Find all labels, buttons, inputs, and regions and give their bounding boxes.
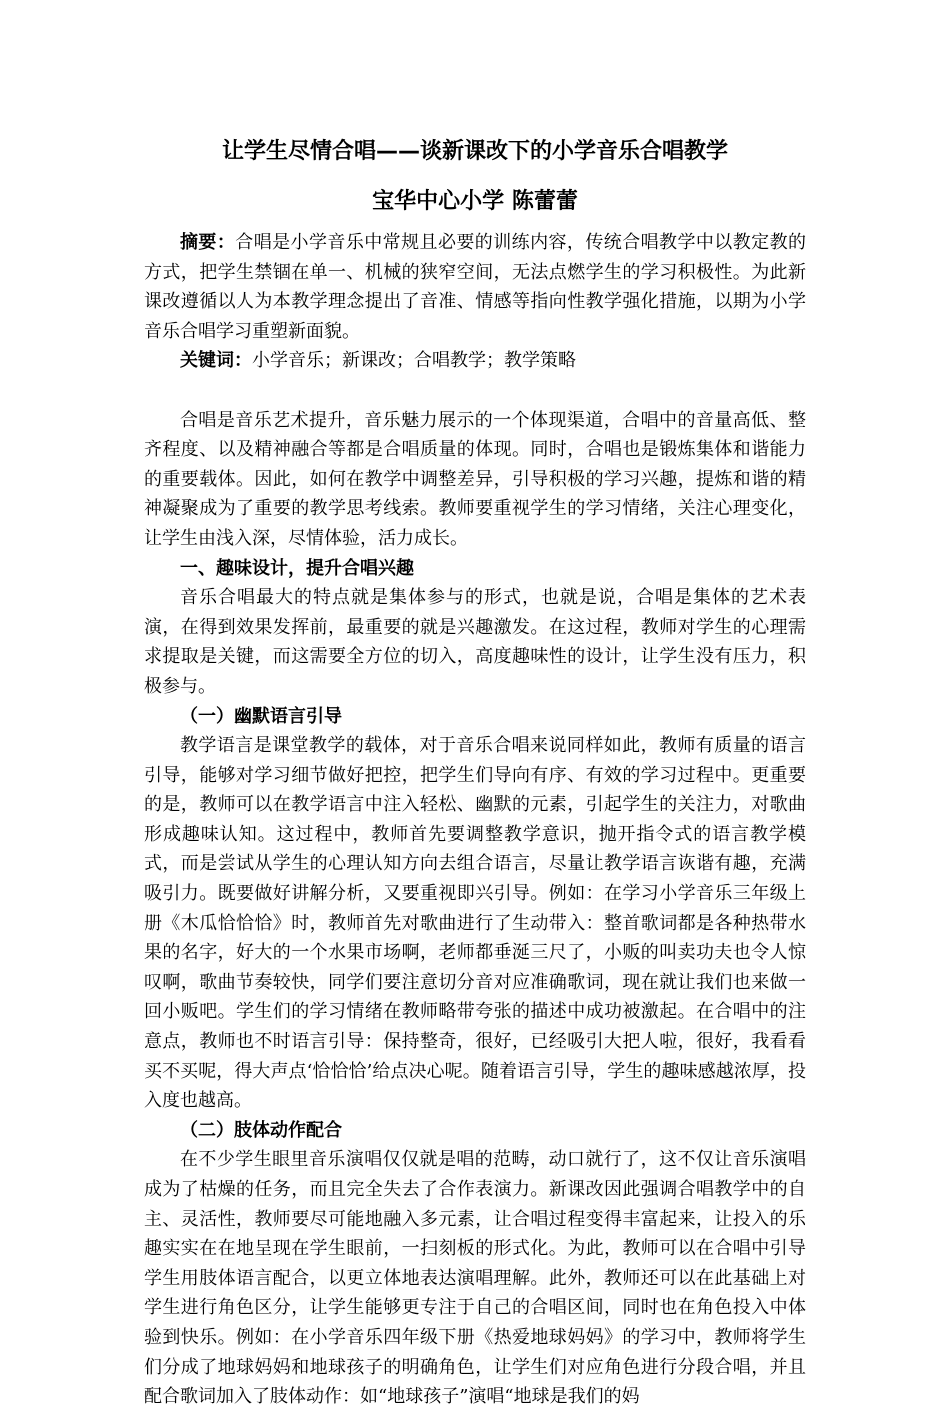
- document-page: [144, 130, 806, 1412]
- keywords-paragraph: [144, 346, 806, 376]
- blank-line: [144, 376, 806, 406]
- subsection-1-paragraph: 教学语言是课堂教学的载体，对于音乐合唱来说同样如此，教师有质量的语言引导，能够对学习细节做好把控，把学生们导向有序、有效的学习过程中。更重要的是，教师可以在教学语言中注入轻松、幽默的元素，引起学生的关注力，对歌曲形成趣味认知。这过程中，教师首先要调整教学意识，抛开指令式的语言教学模式，而是尝试从学生的心理认知方向去组合语言，尽量让教学语言诙谐有趣，充满吸引力。既要做好讲解分析，又要重视即兴引导。例如：在学习小学音乐三年级上册《木瓜恰恰恰》时，教师首先对歌曲进行了生动带入：整首歌词都是各种热带水果的名字，好大的一个水果市场啊，老师都垂涎三尺了，小贩的叫卖功夫也令人惊叹啊，歌曲节奏较快，同学们要注意切分音对应准确歌词，现在就让我们也来做一回小贩吧。学生们的学习情绪在教师略带夸张的描述中成功被激起。在合唱中的注意点，教师也不时语言引导：保持整奇，很好，已经吸引大把人啦，很好，我看看买不买呢，得大声点‘恰恰恰’给点决心呢。随着语言引导，学生的趣味感越浓厚，投入度也越高。: [144, 735, 806, 1112]
- abstract-paragraph: [144, 228, 806, 346]
- abstract-label: 摘要：: [180, 232, 236, 253]
- section-1-paragraph: 音乐合唱最大的特点就是集体参与的形式，也就是说，合唱是集体的艺术表演，在得到效果发挥前，最重要的就是兴趣激发。在这过程，教师对学生的心理需求提取是关键，而这需要全方位的切入，高度趣味性的设计，让学生没有压力，积极参与。: [144, 587, 806, 697]
- author-line: 宝华中心小学 陈蕾蕾: [372, 189, 578, 214]
- subsection-heading-2: （二）肢体动作配合: [180, 1119, 342, 1141]
- section-heading-1: 一、趣味设计，提升合唱兴趣: [180, 557, 414, 579]
- subsection-heading-1: （一）幽默语言引导: [180, 705, 342, 727]
- keywords-label: 关键词：: [180, 350, 252, 372]
- document-title: 让学生尽情合唱——谈新课改下的小学音乐合唱教学: [221, 139, 728, 164]
- abstract-text: 合唱是小学音乐中常规且必要的训练内容，传统合唱教学中以教定教的方式，把学生禁锢在单一、机械的狭窄空间，无法点燃学生的学习积极性。为此新课改遵循以人为本教学理念提出了音准、情感等指向性教学强化措施，以期为小学音乐合唱学习重塑新面貌。: [144, 232, 807, 342]
- subsection-2-paragraph: 在不少学生眼里音乐演唱仅仅就是唱的范畴，动口就行了，这不仅让音乐演唱成为了枯燥的任务，而且完全失去了合作表演力。新课改因此强调合唱教学中的自主、灵活性，教师要尽可能地融入多元素，让合唱过程变得丰富起来，让投入的乐趣实实在在地呈现在学生眼前，一扫刻板的形式化。为此，教师可以在合唱中引导学生用肢体语言配合，以更立体地表达演唱理解。此外，教师还可以在此基础上对学生进行角色区分，让学生能够更专注于自己的合唱区间，同时也在角色投入中体验到快乐。例如：在小学音乐四年级下册《热爱地球妈妈》的学习中，教师将学生们分成了地球妈妈和地球孩子的明确角色，让学生们对应角色进行分段合唱，并且配合歌词加入了肢体动作：如“地球孩子”演唱“地球是我们的妈: [144, 1149, 806, 1408]
- keywords-text: 小学音乐；新课改；合唱教学；教学策略: [252, 350, 576, 372]
- intro-paragraph: 合唱是音乐艺术提升，音乐魅力展示的一个体现渠道，合唱中的音量高低、整齐程度、以及精神融合等都是合唱质量的体现。同时，合唱也是锻炼集体和谐能力的重要载体。因此，如何在教学中调整差异，引导积极的学习兴趣，提炼和谐的精神凝聚成为了重要的教学思考线索。教师要重视学生的学习情绪，关注心理变化，让学生由浅入深，尽情体验，活力成长。: [144, 409, 806, 549]
